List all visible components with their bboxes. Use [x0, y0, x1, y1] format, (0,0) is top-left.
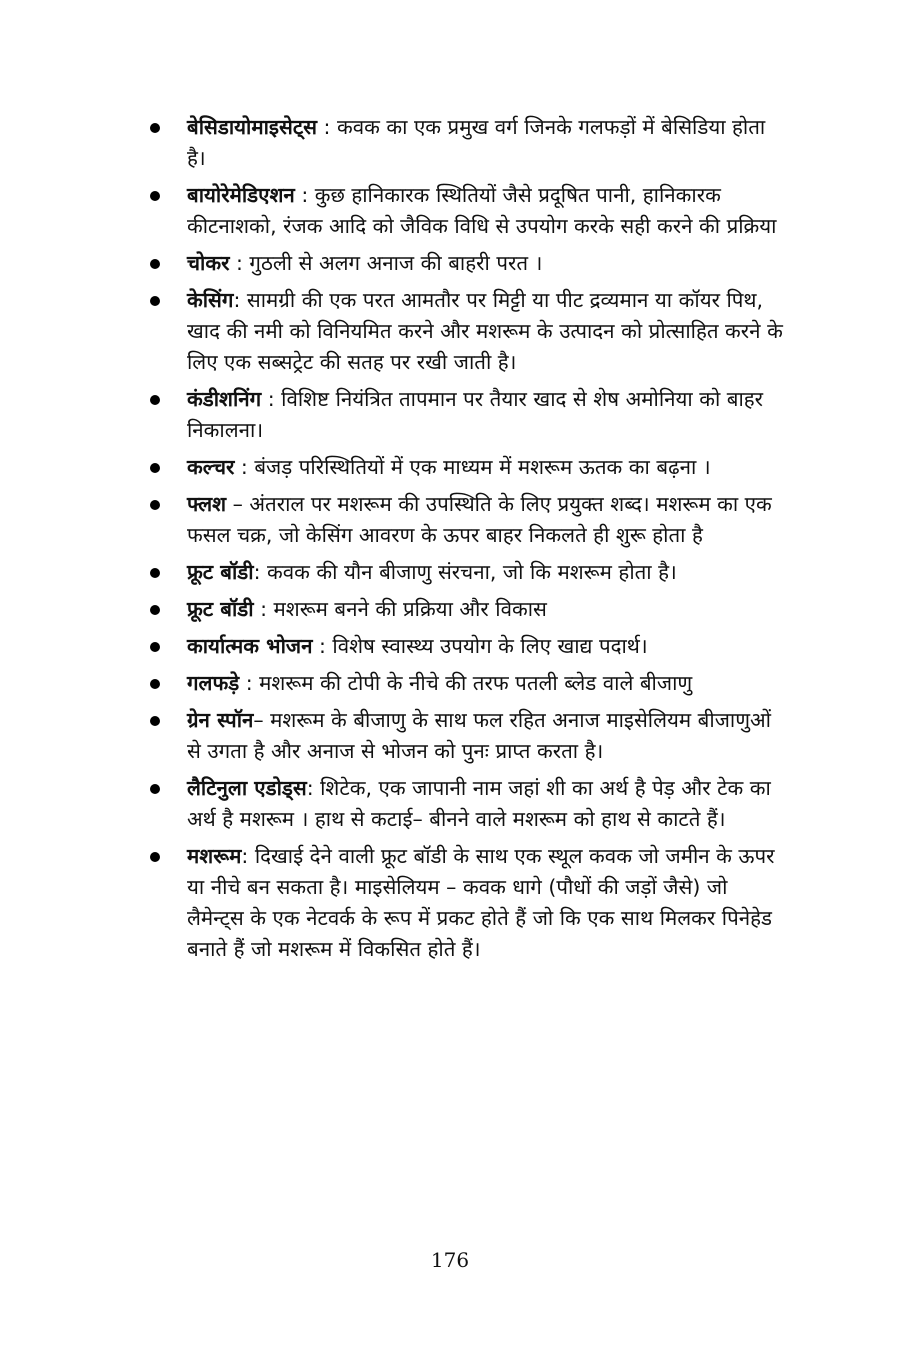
- glossary-entry-casing: [150, 285, 790, 378]
- glossary-term: कल्चर: [187, 455, 235, 479]
- bullet-icon: [150, 296, 160, 306]
- glossary-term: फ्रूट बॉडी: [187, 597, 254, 621]
- glossary-term: केसिंग: [187, 288, 234, 312]
- glossary-definition: : कवक की यौन बीजाणु संरचना, जो कि मशरूम होता है।: [253, 560, 677, 584]
- bullet-icon: [150, 642, 160, 652]
- glossary-term: गलफड़े: [187, 671, 240, 695]
- glossary-definition: : कुछ हानिकारक स्थितियों जैसे प्रदूषित पानी, हानिकारक कीटनाशको, रंजक आदि को जैविक विधि से उपयोग करके सही करने की प्रक्रिया: [187, 183, 777, 238]
- glossary-entry-bioremediation: [150, 180, 790, 242]
- bullet-icon: [150, 716, 160, 726]
- glossary-entry-flush: [150, 489, 790, 551]
- glossary-term: ग्रेन स्पॉन: [187, 708, 254, 732]
- glossary-term: लैटिनुला एडोड्स: [187, 776, 307, 800]
- glossary-definition: : सामग्री की एक परत आमतौर पर मिट्टी या पीट द्रव्यमान या कॉयर पिथ, खाद की नमी को विनियमित करने और मशरूम के उत्पादन को प्रोत्साहित करने के लिए एक सब्सट्रेट की सतह पर रखी जाती है।: [187, 288, 783, 374]
- bullet-icon: [150, 605, 160, 615]
- glossary-term: कंडीशनिंग: [187, 387, 262, 411]
- glossary-term: चोकर: [187, 251, 230, 275]
- glossary-entry-lentinula-edodes: [150, 773, 790, 835]
- glossary-list: [150, 112, 790, 965]
- glossary-definition: : कवक का एक प्रमुख वर्ग जिनके गलफड़ों में बेसिडिया होता है।: [187, 115, 766, 170]
- glossary-entry-culture: [150, 452, 790, 483]
- bullet-icon: [150, 463, 160, 473]
- bullet-icon: [150, 568, 160, 578]
- glossary-entry-gills: [150, 668, 790, 699]
- bullet-icon: [150, 259, 160, 269]
- bullet-icon: [150, 679, 160, 689]
- glossary-term: बेसिडायोमाइसेट्स: [187, 115, 318, 139]
- glossary-term: बायोरेमेडिएशन: [187, 183, 295, 207]
- glossary-definition: – मशरूम के बीजाणु के साथ फल रहित अनाज माइसेलियम बीजाणुओं से उगता है और अनाज से भोजन को पुनः प्राप्त करता है।: [187, 708, 771, 763]
- bullet-icon: [150, 123, 160, 133]
- glossary-entry-mushroom: [150, 841, 790, 965]
- glossary-definition: : विशिष्ट नियंत्रित तापमान पर तैयार खाद से शेष अमोनिया को बाहर निकालना।: [187, 387, 764, 442]
- glossary-entry-bran: [150, 248, 790, 279]
- page-number: 176: [430, 1248, 470, 1272]
- glossary-definition: : शिटेक, एक जापानी नाम जहां शी का अर्थ है पेड़ और टेक का अर्थ है मशरूम । हाथ से कटाई– बीनने वाले मशरूम को हाथ से काटते हैं।: [187, 776, 771, 831]
- glossary-term: फ्लश: [187, 492, 227, 516]
- glossary-entry-fruit-body-process: [150, 594, 790, 625]
- glossary-definition: : गुठली से अलग अनाज की बाहरी परत ।: [229, 251, 543, 275]
- bullet-icon: [150, 852, 160, 862]
- bullet-icon: [150, 784, 160, 794]
- glossary-definition: : दिखाई देने वाली फ्रूट बॉडी के साथ एक स्थूल कवक जो जमीन के ऊपर या नीचे बन सकता है। माइसेलियम – कवक धागे (पौधों की जड़ों जैसे) जो लैमेन्ट्स के एक नेटवर्क के रूप में प्रकट होते हैं जो कि एक साथ मिलकर पिनेहेड बनाते हैं जो मशरूम में विकसित होते हैं।: [187, 844, 775, 961]
- glossary-definition: : मशरूम बनने की प्रक्रिया और विकास: [253, 597, 547, 621]
- glossary-entry-fruit-body: [150, 557, 790, 588]
- glossary-term: फ्रूट बॉडी: [187, 560, 254, 584]
- glossary-term: मशरूम: [187, 844, 242, 868]
- glossary-entry-basidiomycetes: [150, 112, 790, 174]
- glossary-term: कार्यात्मक भोजन: [187, 634, 313, 658]
- glossary-definition: : मशरूम की टोपी के नीचे की तरफ पतली ब्लेड वाले बीजाणु: [239, 671, 693, 695]
- glossary-definition: – अंतराल पर मशरूम की उपस्थिति के लिए प्रयुक्त शब्द। मशरूम का एक फसल चक्र, जो केसिंग आवरण के ऊपर बाहर निकलते ही शुरू होता है: [187, 492, 772, 547]
- glossary-entry-functional-food: [150, 631, 790, 662]
- glossary-definition: : विशेष स्वास्थ्य उपयोग के लिए खाद्य पदार्थ।: [312, 634, 648, 658]
- glossary-entry-grain-spawn: [150, 705, 790, 767]
- bullet-icon: [150, 191, 160, 201]
- glossary-definition: : बंजड़ परिस्थितियों में एक माध्यम में मशरूम ऊतक का बढ़ना ।: [234, 455, 711, 479]
- glossary-entry-conditioning: [150, 384, 790, 446]
- bullet-icon: [150, 395, 160, 405]
- glossary-page: [150, 112, 790, 971]
- bullet-icon: [150, 500, 160, 510]
